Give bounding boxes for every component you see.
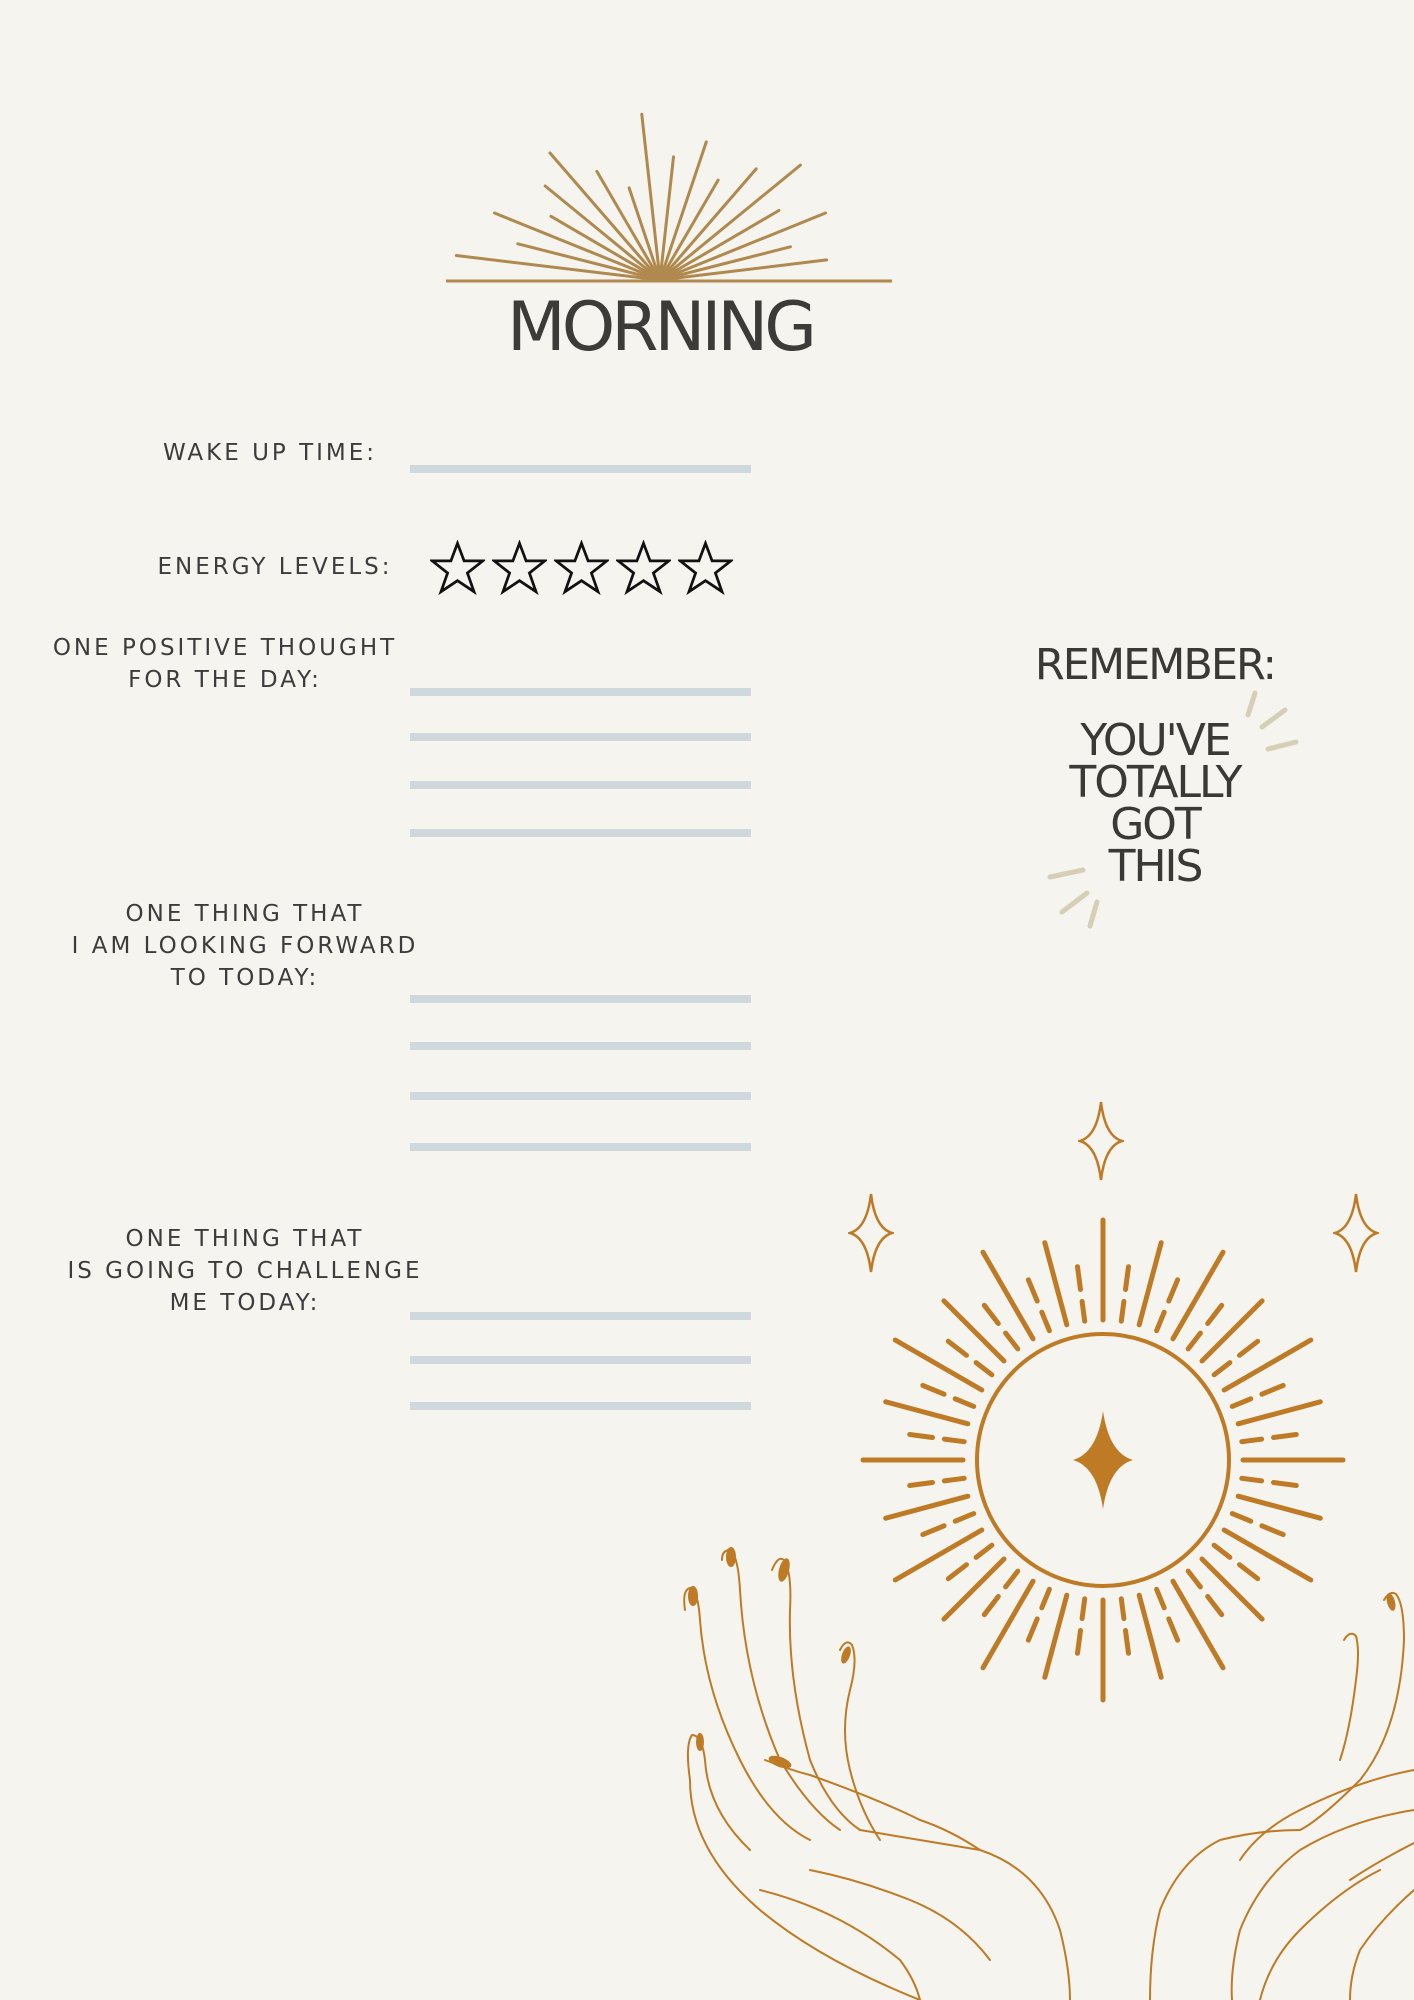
sunrise-ray: [660, 211, 779, 281]
sun-ray: [886, 1496, 968, 1518]
star-icon[interactable]: [678, 540, 733, 595]
affirmation-text: YOU'VE TOTALLY GOT THIS: [1069, 715, 1241, 892]
sun-ray: [1238, 1496, 1320, 1518]
sun-ray: [895, 1340, 982, 1390]
sun-ray-dash: [1242, 1439, 1262, 1442]
looking-forward-line-1[interactable]: [410, 995, 751, 1003]
sun-ray-dash: [1169, 1280, 1178, 1301]
sparkle-marks-top: [1240, 685, 1300, 755]
positive-thought-line-1[interactable]: [410, 688, 751, 696]
sun-ray-dash: [944, 1439, 964, 1442]
sun-ray: [1173, 1252, 1223, 1339]
sun-ray: [983, 1252, 1033, 1339]
sun-ray-dash: [1188, 1333, 1200, 1349]
sun-ray-dash: [1126, 1267, 1129, 1290]
positive-thought-label: ONE POSITIVE THOUGHT FOR THE DAY:: [52, 635, 398, 693]
sunrise-ray: [660, 169, 756, 280]
sun-ray-dash: [1232, 1514, 1251, 1522]
challenge-line-3[interactable]: [410, 1402, 751, 1410]
sun-ray-dash: [1232, 1399, 1251, 1407]
sun-ray-dash: [1006, 1333, 1018, 1349]
sun-ray: [1238, 1402, 1320, 1424]
sun-ray-dash: [1214, 1363, 1230, 1375]
sun-ray-dash: [1274, 1435, 1297, 1438]
challenge-label: ONE THING THAT IS GOING TO CHALLENGE ME TODAY:: [67, 1226, 423, 1316]
sun-ray-dash: [1121, 1301, 1124, 1321]
sparkle-icon: [1078, 1100, 1124, 1182]
sunrise-ray: [551, 216, 660, 280]
sunrise-ray: [550, 153, 660, 280]
sparkle-marks-bottom: [1045, 860, 1105, 930]
sun-ray-dash: [1262, 1385, 1283, 1394]
sun-ray-dash: [955, 1399, 974, 1407]
challenge-line-2[interactable]: [410, 1356, 751, 1364]
sun-ray: [1224, 1340, 1311, 1390]
page-title: MORNING: [507, 288, 813, 367]
sun-ray-dash: [1274, 1483, 1297, 1486]
remember-heading: REMEMBER:: [1034, 640, 1276, 690]
sun-ray-dash: [923, 1385, 944, 1394]
sun-ray: [944, 1301, 1004, 1361]
star-icon[interactable]: [492, 540, 547, 595]
wake-up-time-label: WAKE UP TIME:: [162, 440, 378, 466]
energy-levels-label: ENERGY LEVELS:: [157, 554, 393, 580]
star-icon[interactable]: [430, 540, 485, 595]
sun-ray-dash: [948, 1341, 966, 1355]
challenge-line-1[interactable]: [410, 1312, 751, 1320]
sunrise-icon: [430, 100, 900, 290]
sun-ray-dash: [955, 1514, 974, 1522]
sun-ray: [1139, 1243, 1161, 1325]
sun-ray-dash: [1082, 1301, 1085, 1321]
sun-ray-dash: [984, 1305, 998, 1323]
sun-ray-dash: [910, 1435, 933, 1438]
sun-ray-dash: [910, 1483, 933, 1486]
looking-forward-line-4[interactable]: [410, 1143, 751, 1151]
sun-ray-dash: [976, 1363, 992, 1375]
sun-ray-dash: [1042, 1312, 1050, 1331]
sun-ray-dash: [1208, 1305, 1222, 1323]
star-icon[interactable]: [616, 540, 671, 595]
hands-illustration: [660, 1530, 1414, 2000]
sun-ray-dash: [1242, 1478, 1262, 1481]
sun-ray: [1045, 1243, 1067, 1325]
sun-ray: [1202, 1301, 1262, 1361]
sun-ray: [886, 1402, 968, 1424]
center-star-icon: [1073, 1411, 1133, 1509]
positive-thought-line-3[interactable]: [410, 781, 751, 789]
positive-thought-line-2[interactable]: [410, 733, 751, 741]
looking-forward-line-3[interactable]: [410, 1092, 751, 1100]
positive-thought-line-4[interactable]: [410, 829, 751, 837]
sun-ray-dash: [1078, 1267, 1081, 1290]
energy-rating: [430, 540, 733, 595]
wake-up-time-line[interactable]: [410, 465, 751, 473]
looking-forward-label: ONE THING THAT I AM LOOKING FORWARD TO TODAY:: [71, 901, 419, 991]
sun-ray-dash: [1157, 1312, 1165, 1331]
looking-forward-line-2[interactable]: [410, 1042, 751, 1050]
star-icon[interactable]: [554, 540, 609, 595]
sun-ray-dash: [1240, 1341, 1258, 1355]
sun-ray-dash: [944, 1478, 964, 1481]
sun-ray-dash: [1028, 1280, 1037, 1301]
